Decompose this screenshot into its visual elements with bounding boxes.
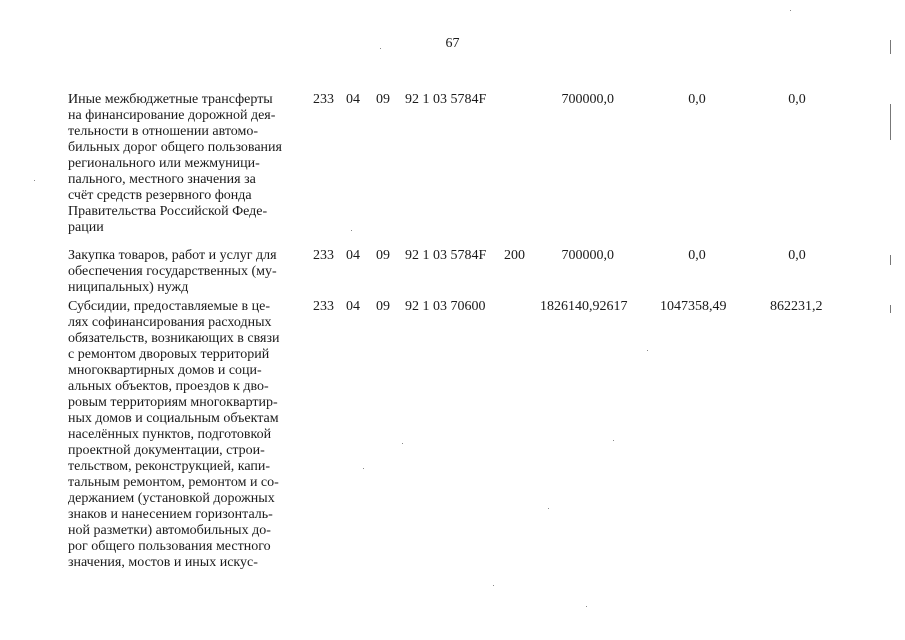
amount-year-2: 1047358,49 bbox=[660, 299, 727, 314]
amount-year-1: 700000,0 bbox=[561, 248, 614, 263]
scan-speck bbox=[647, 350, 648, 351]
scan-speck bbox=[402, 443, 403, 444]
ministry-code: 233 bbox=[313, 92, 334, 107]
scan-speck bbox=[363, 468, 364, 469]
scan-edge-mark bbox=[890, 104, 891, 140]
expense-type-code: 200 bbox=[504, 248, 525, 263]
row-description: Закупка товаров, работ и услуг для обеспечения государственных (му- ниципальных) нужд bbox=[68, 248, 277, 295]
amount-year-3: 0,0 bbox=[788, 92, 806, 107]
row-description: Иные межбюджетные трансферты на финансирование дорожной дея- тельности в отношении автомо- бильных дорог общего пользования регионального или межмуници- пального, местного значения за счёт средств резервного фонда Правительства Российской Феде- рации bbox=[68, 92, 282, 235]
target-article-code: 92 1 03 5784F bbox=[405, 92, 487, 107]
section-code: 04 bbox=[346, 92, 360, 107]
scan-edge-mark bbox=[890, 40, 891, 54]
section-code: 04 bbox=[346, 248, 360, 263]
scan-speck bbox=[380, 48, 381, 49]
subsection-code: 09 bbox=[376, 92, 390, 107]
amount-year-2: 0,0 bbox=[688, 92, 706, 107]
target-article-code: 92 1 03 5784F bbox=[405, 248, 487, 263]
amount-year-2: 0,0 bbox=[688, 248, 706, 263]
section-code: 04 bbox=[346, 299, 360, 314]
scan-speck bbox=[613, 440, 614, 441]
subsection-code: 09 bbox=[376, 299, 390, 314]
scan-speck bbox=[351, 230, 352, 231]
row-description: Субсидии, предоставляемые в це- лях софинансирования расходных обязательств, возникающих в связи с ремонтом дворовых территорий многоквартирных домов и соци- альных объектов, проездов к дво- ровым территориям многоквартир- ных домов и социальным объектам населённых пунктов, подготовкой проектной документации, строи- тельством, реконструкцией, капи- тальным ремонтом, ремонтом и со- держанием (установкой дорожных знаков и нанесением горизонталь- ной разметки) автомобильных до- рог общего пользования местного значения, мостов и иных искус- bbox=[68, 299, 280, 570]
scan-speck bbox=[548, 508, 549, 509]
ministry-code: 233 bbox=[313, 299, 334, 314]
scan-speck bbox=[34, 180, 35, 181]
amount-year-3: 862231,2 bbox=[770, 299, 823, 314]
ministry-code: 233 bbox=[313, 248, 334, 263]
subsection-code: 09 bbox=[376, 248, 390, 263]
scan-edge-mark bbox=[890, 305, 891, 313]
amount-year-3: 0,0 bbox=[788, 248, 806, 263]
amount-year-1: 700000,0 bbox=[561, 92, 614, 107]
scan-speck bbox=[586, 606, 587, 607]
target-article-code: 92 1 03 70600 bbox=[405, 299, 486, 314]
scan-speck bbox=[790, 10, 791, 11]
page-number: 67 bbox=[445, 36, 460, 51]
amount-year-1: 1826140,92617 bbox=[540, 299, 628, 314]
scan-speck bbox=[493, 585, 494, 586]
scan-edge-mark bbox=[890, 255, 891, 265]
